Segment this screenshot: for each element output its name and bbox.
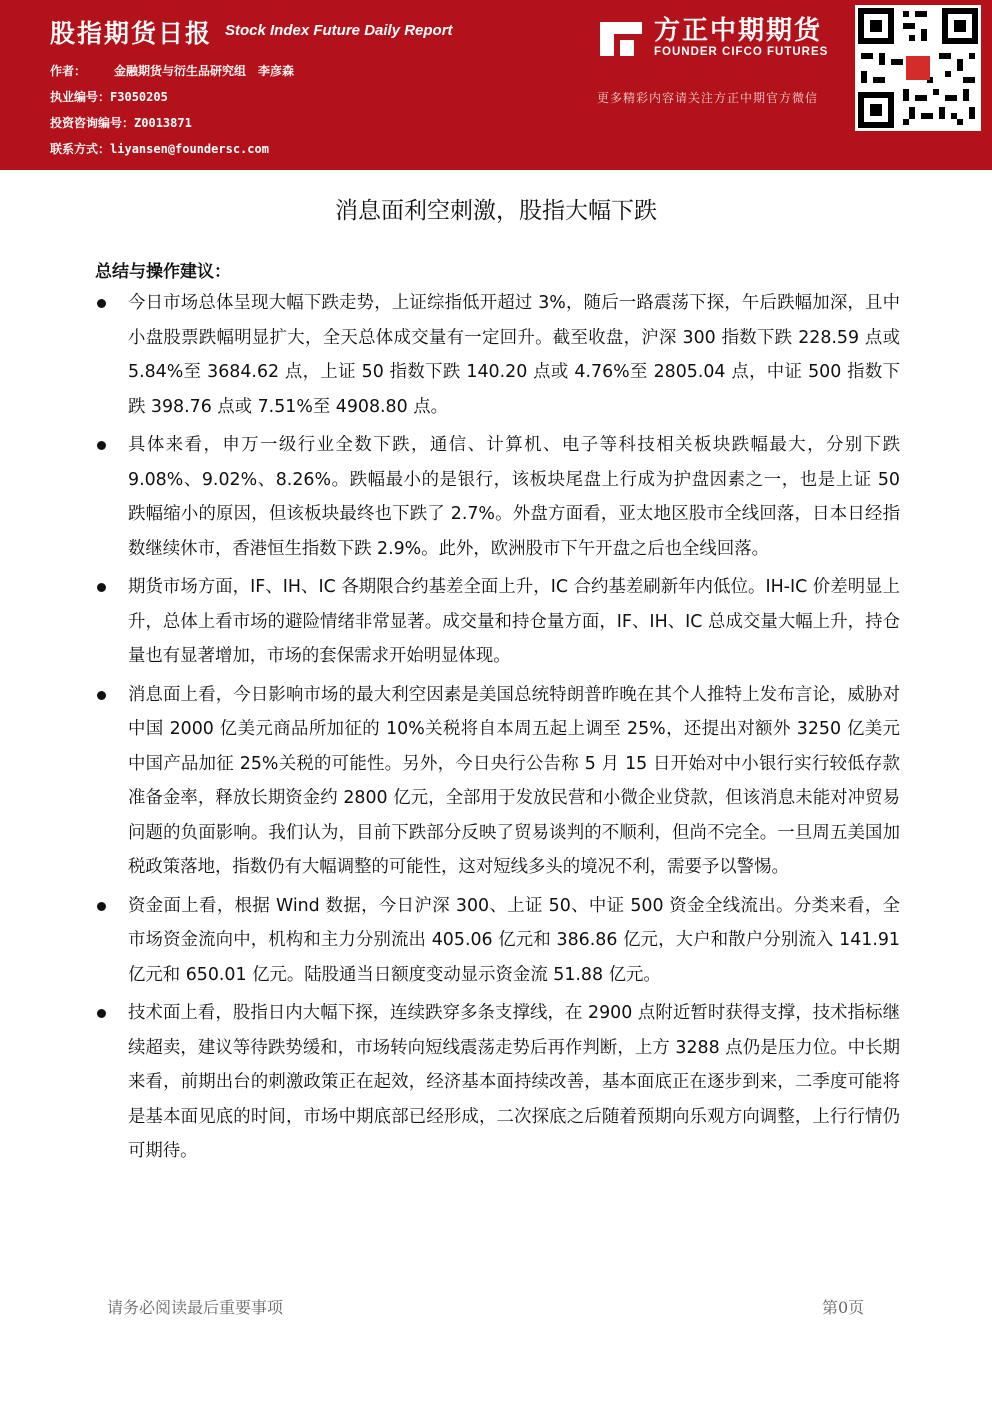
bullet-dot-icon bbox=[97, 902, 106, 911]
list-item bbox=[95, 889, 900, 993]
list-item bbox=[95, 678, 900, 885]
bullet-dot-icon bbox=[97, 583, 106, 592]
bullet-text: 资金面上看，根据 Wind 数据，今日沪深 300、上证 50、中证 500 资金全线流出。分类来看，全市场资金流向中，机构和主力分别流出 405.06 亿元和 386.86 亿元，大户和散户分别流入 141.91 亿元和 650.01 亿元。陆股通当日额度变动显示资金流 51.88 亿元。 bbox=[128, 895, 900, 985]
company-name-cn: 方正中期期货 bbox=[654, 16, 823, 46]
bullet-dot-icon bbox=[97, 441, 106, 450]
footer-disclaimer: 请务必阅读最后重要事项 bbox=[107, 1298, 284, 1317]
bullet-dot-icon bbox=[97, 1009, 106, 1018]
wechat-qr-code-icon[interactable] bbox=[855, 5, 981, 131]
summary-list bbox=[95, 286, 900, 1173]
bullet-text: 今日市场总体呈现大幅下跌走势，上证综指低开超过 3%，随后一路震荡下探，午后跌幅加深，且中小盘股票跌幅明显扩大，全天总体成交量有一定回升。截至收盘，沪深 300 指数下跌 228.59 点或 5.84%至 3684.62 点，上证 50 指数下跌 140.20 点或 4.76%至 2805.04 点，中证 500 指数下跌 398.76 点或 7.51%至 4908.80 点。 bbox=[128, 293, 900, 417]
page-number: 第0页 bbox=[822, 1298, 865, 1317]
bullet-dot-icon bbox=[97, 299, 106, 308]
consult-label: 投资咨询编号： bbox=[50, 116, 135, 130]
author-label: 作者： bbox=[50, 64, 87, 78]
bullet-text: 具体来看，申万一级行业全数下跌，通信、计算机、电子等科技相关板块跌幅最大，分别下跌 9.08%、9.02%、8.26%。跌幅最小的是银行，该板块尾盘上行成为护盘因素之一，也是上证 50 跌幅缩小的原因，但该板块最终也下跌了 2.7%。外盘方面看，亚太地区股市全线回落，日本日经指数继续休市，香港恒生指数下跌 2.9%。此外，欧洲股市下午开盘之后也全线回落。 bbox=[128, 435, 900, 559]
list-item bbox=[95, 996, 900, 1169]
list-item bbox=[95, 428, 900, 566]
bullet-text: 技术面上看，股指日内大幅下探，连续跌穿多条支撑线，在 2900 点附近暂时获得支撑，技术指标继续超卖，建议等待跌势缓和，市场转向短线震荡走势后再作判断，上方 3288 点仍是压力位。中长期来看，前期出台的刺激政策正在起效，经济基本面持续改善，基本面底正在逐步到来，二季度可能将是基本面见底的时间，市场中期底部已经形成，二次探底之后随着预期向乐观方向调整，上行行情仍可期待。 bbox=[128, 1003, 900, 1161]
report-header bbox=[0, 0, 992, 170]
report-subtitle: Stock Index Future Daily Report bbox=[225, 22, 453, 39]
wechat-note: 更多精彩内容请关注方正中期官方微信 bbox=[597, 91, 819, 105]
author-line bbox=[50, 62, 294, 79]
consult-line bbox=[50, 114, 192, 131]
list-item bbox=[95, 286, 900, 424]
bullet-dot-icon bbox=[97, 691, 106, 700]
document-title: 消息面利空刺激，股指大幅下跌 bbox=[335, 198, 657, 224]
company-name-en: FOUNDER CIFCO FUTURES bbox=[654, 46, 829, 58]
list-item bbox=[95, 570, 900, 674]
contact-label: 联系方式： bbox=[50, 142, 111, 156]
contact-line bbox=[50, 140, 269, 157]
bullet-text: 消息面上看，今日影响市场的最大利空因素是美国总统特朗普昨晚在其个人推特上发布言论，威胁对中国 2000 亿美元商品所加征的 10%关税将自本周五起上调至 25%，还提出对额外 3250 亿美元中国产品加征 25%关税的可能性。另外，今日央行公告称 5 月 15 日开始对中小银行实行较低存款准备金率，释放长期资金约 2800 亿元，全部用于发放民营和小微企业贷款，但该消息未能对冲贸易问题的负面影响。我们认为，目前下跌部分反映了贸易谈判的不顺利，但尚不完全。一旦周五美国加税政策落地，指数仍有大幅调整的可能性，这对短线多头的境况不利，需要予以警惕。 bbox=[128, 684, 900, 877]
license-label: 执业编号： bbox=[50, 90, 111, 104]
license-value: F3050205 bbox=[110, 90, 168, 104]
bullet-text: 期货市场方面，IF、IH、IC 各期限合约基差全面上升，IC 合约基差刷新年内低位。IH-IC 价差明显上升，总体上看市场的避险情绪非常显著。成交量和持仓量方面，IF、IH、IC 总成交量大幅上升，持仓量也有显著增加，市场的套保需求开始明显体现。 bbox=[128, 577, 900, 666]
section-heading: 总结与操作建议： bbox=[95, 262, 231, 282]
contact-email[interactable]: liyansen@foundersc.com bbox=[110, 142, 269, 156]
company-logo-icon bbox=[600, 22, 642, 56]
license-line bbox=[50, 88, 168, 105]
consult-value: Z0013871 bbox=[134, 116, 192, 130]
author-value: 金融期货与衍生品研究组 李彦森 bbox=[114, 64, 295, 78]
report-title: 股指期货日报 bbox=[50, 19, 213, 48]
